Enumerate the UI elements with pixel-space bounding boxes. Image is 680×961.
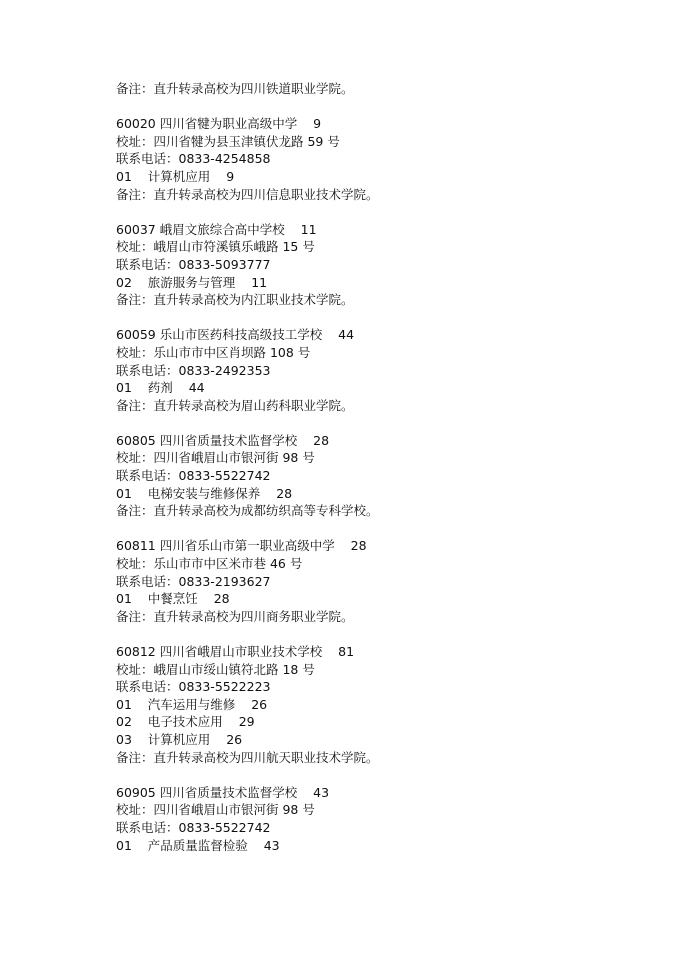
lead-note: 备注：直升转录高校为四川铁道职业学院。 — [116, 81, 354, 96]
major-row: 01 药剂 44 — [116, 380, 205, 396]
block-spacer — [116, 520, 656, 538]
major-row: 01 中餐烹饪 28 — [116, 591, 230, 607]
school-note: 备注：直升转录高校为四川商务职业学院。 — [116, 608, 354, 624]
school-address: 校址：四川省峨眉山市银河街 98 号 — [116, 802, 315, 818]
school-note: 备注：直升转录高校为成都纺织高等专科学校。 — [116, 503, 379, 519]
school-entry — [116, 784, 656, 854]
school-header: 60811 四川省乐山市第一职业高级中学 28 — [116, 538, 367, 554]
block-spacer — [116, 203, 656, 221]
school-entry — [116, 326, 656, 414]
school-phone: 联系电话：0833-4254858 — [116, 151, 271, 167]
school-address: 校址：峨眉山市符溪镇乐峨路 15 号 — [116, 239, 315, 255]
major-row: 03 计算机应用 26 — [116, 731, 243, 747]
school-phone: 联系电话：0833-5522223 — [116, 679, 271, 695]
major-row: 01 产品质量监督检验 43 — [116, 837, 280, 853]
school-header: 60812 四川省峨眉山市职业技术学校 81 — [116, 644, 355, 659]
school-phone: 联系电话：0833-5093777 — [116, 256, 271, 272]
school-entry — [116, 221, 656, 309]
school-header: 60037 峨眉文旅综合高中学校 11 — [116, 221, 317, 237]
school-phone: 联系电话：0833-2193627 — [116, 573, 271, 589]
school-header: 60059 乐山市医药科技高级技工学校 44 — [116, 327, 355, 343]
school-entry — [116, 537, 656, 625]
block-spacer — [116, 625, 656, 643]
school-note: 备注：直升转录高校为眉山药科职业学院。 — [116, 397, 354, 413]
school-entry — [116, 643, 656, 766]
school-address: 校址：峨眉山市绥山镇符北路 18 号 — [116, 661, 315, 677]
school-note: 备注：直升转录高校为内江职业技术学院。 — [116, 292, 354, 308]
school-header: 60905 四川省质量技术监督学校 43 — [116, 784, 330, 800]
school-note: 备注：直升转录高校为四川信息职业技术学院。 — [116, 186, 379, 202]
school-phone: 联系电话：0833-2492353 — [116, 362, 271, 378]
block-spacer — [116, 98, 656, 116]
school-header: 60020 四川省犍为职业高级中学 9 — [116, 116, 322, 132]
major-row: 01 汽车运用与维修 26 — [116, 696, 268, 712]
school-address: 校址：乐山市市中区米市巷 46 号 — [116, 556, 303, 572]
school-address: 校址：四川省峨眉山市银河街 98 号 — [116, 450, 315, 466]
school-phone: 联系电话：0833-5522742 — [116, 468, 271, 484]
block-spacer — [116, 766, 656, 784]
school-phone: 联系电话：0833-5522742 — [116, 819, 271, 835]
block-spacer — [116, 309, 656, 327]
major-row: 01 电梯安装与维修保养 28 — [116, 485, 293, 501]
major-row: 02 电子技术应用 29 — [116, 714, 255, 730]
school-header: 60805 四川省质量技术监督学校 28 — [116, 432, 330, 448]
school-address: 校址：乐山市市中区肖坝路 108 号 — [116, 344, 311, 360]
major-row: 02 旅游服务与管理 11 — [116, 274, 268, 290]
major-row: 01 计算机应用 9 — [116, 168, 235, 184]
school-entry — [116, 115, 656, 203]
school-address: 校址：四川省犍为县玉津镇伏龙路 59 号 — [116, 133, 340, 149]
school-entry — [116, 432, 656, 520]
document-page — [116, 80, 656, 854]
block-spacer — [116, 414, 656, 432]
school-note: 备注：直升转录高校为四川航天职业技术学院。 — [116, 749, 379, 765]
